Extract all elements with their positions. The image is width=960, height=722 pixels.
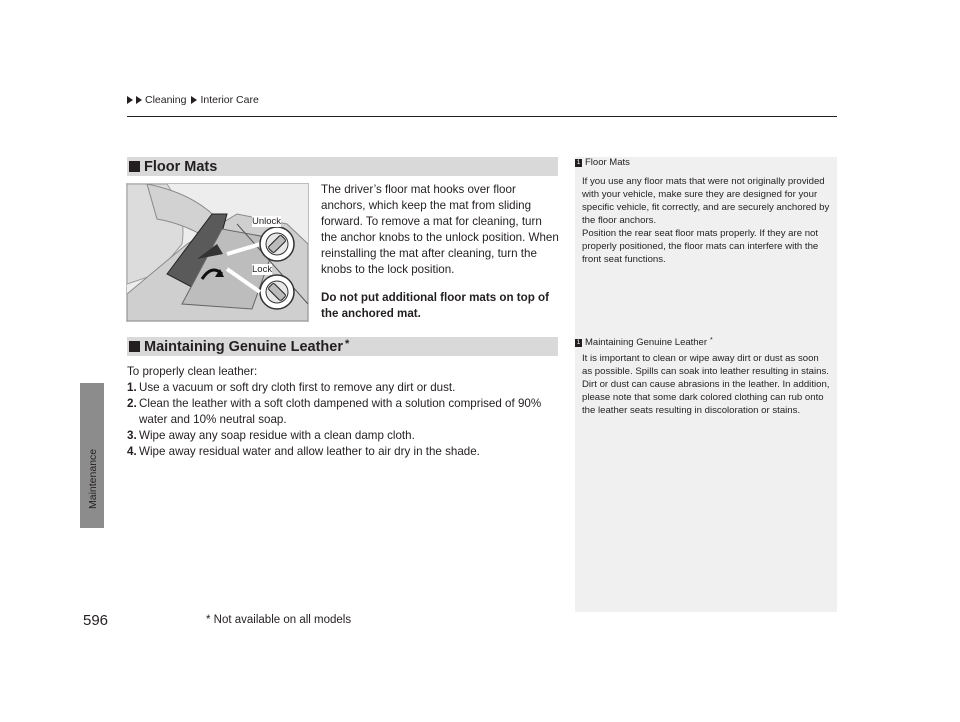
list-item: 1. Use a vacuum or soft dry cloth first to remove any dirt or dust. — [127, 381, 456, 394]
note-badge-icon: 1 — [576, 158, 581, 166]
lock-label: Lock — [252, 264, 273, 275]
breadcrumb-arrow-icon — [191, 96, 197, 104]
list-item: 4. Wipe away residual water and allow leather to air dry in the shade. — [127, 445, 480, 458]
section-asterisk: * — [345, 337, 350, 350]
floor-mats-body: The driver’s floor mat hooks over floor anchors, which keep the mat from sliding forward. To remove a mat for cleaning, turn the anchor knobs to the unlock position. When reinstalling the mat after cleaning, turn the knobs to the lock position. — [321, 183, 559, 276]
list-item: 3. Wipe away any soap residue with a clean damp cloth. — [127, 429, 415, 442]
breadcrumb-item-cleaning[interactable]: Cleaning — [145, 94, 187, 106]
floor-anchor-illustration — [127, 184, 308, 321]
breadcrumb-arrow-icon — [136, 96, 142, 104]
note-title: Floor Mats — [585, 157, 630, 168]
breadcrumb-arrow-icon — [127, 96, 133, 104]
unlock-label: Unlock — [252, 216, 282, 227]
chapter-tab-label: Maintenance — [87, 448, 99, 509]
list-item: 2. Clean the leather with a soft cloth dampened with a solution comprised of 90% water and 10% neutral soap. — [127, 397, 542, 426]
header-divider — [127, 116, 837, 117]
floor-anchor-figure — [126, 183, 309, 322]
floor-mats-warning: Do not put additional floor mats on top of the anchored mat. — [321, 291, 549, 320]
section-heading-leather: Maintaining Genuine Leather * — [127, 337, 558, 356]
section-bullet-icon — [129, 341, 140, 352]
note-floor-mats — [575, 157, 837, 266]
leather-steps — [127, 364, 559, 460]
note-asterisk: * — [710, 337, 713, 344]
breadcrumb — [127, 94, 259, 106]
section-heading-floor-mats: Floor Mats — [127, 157, 558, 176]
note-badge-icon: 1 — [576, 338, 581, 346]
leather-intro: To properly clean leather: — [127, 365, 258, 378]
notes-column — [575, 157, 837, 612]
breadcrumb-item-interior-care[interactable]: Interior Care — [200, 94, 259, 106]
page-number: 596 — [83, 612, 109, 629]
footnote: * Not available on all models — [206, 614, 352, 626]
section-bullet-icon — [129, 161, 140, 172]
note-leather — [575, 337, 837, 417]
note-body: If you use any floor mats that were not originally provided with your vehicle, make sure they are designed for your specific vehicle, fit correctly, and are securely anchored by the floor anchors. Position the rear seat floor mats properly. If they are not properly positioned, the floor mats can interfere with the front seat functions. — [582, 176, 830, 265]
note-title: Maintaining Genuine Leather — [585, 337, 708, 348]
note-body: It is important to clean or wipe away dirt or dust as soon as possible. Spills can soak into leather resulting in stains. Dirt or dust can cause abrasions in the leather. In addition, please note that some dark colored clothing can rub onto the leather seats resulting in discoloration or stains. — [582, 353, 830, 416]
